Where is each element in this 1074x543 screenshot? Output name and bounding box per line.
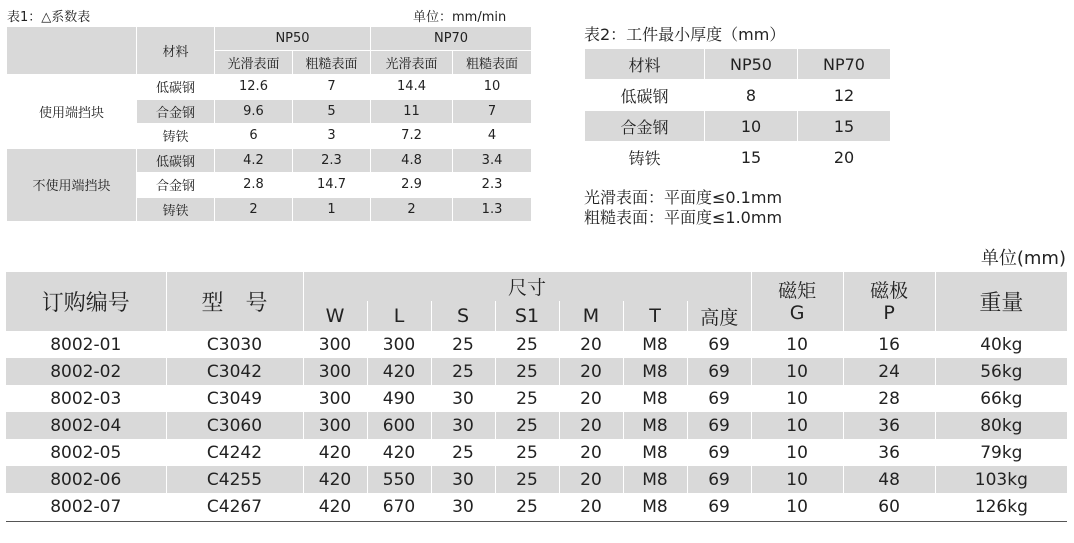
table-row xyxy=(6,493,1067,520)
value-cell: 1 xyxy=(293,197,371,222)
value-cell: 7 xyxy=(453,99,532,124)
material-cell: 合金钢 xyxy=(585,111,705,142)
w-cell: 420 xyxy=(303,466,367,493)
table-row xyxy=(6,466,1067,493)
header-s: S xyxy=(431,301,495,331)
header-size: 尺寸 xyxy=(303,272,751,301)
m-cell: 20 xyxy=(559,331,623,358)
s-cell: 25 xyxy=(431,358,495,385)
torque-cell: 10 xyxy=(751,439,843,466)
l-cell: 670 xyxy=(367,493,431,520)
order-no-cell: 8002-01 xyxy=(6,331,166,358)
height-cell: 69 xyxy=(687,466,751,493)
s1-cell: 25 xyxy=(495,493,559,520)
order-no-cell: 8002-02 xyxy=(6,358,166,385)
header-t: T xyxy=(623,301,687,331)
m-cell: 20 xyxy=(559,466,623,493)
t-cell: M8 xyxy=(623,385,687,412)
l-cell: 420 xyxy=(367,358,431,385)
header-pole-top: 磁极 xyxy=(870,279,909,302)
value-cell: 10 xyxy=(705,111,798,142)
value-cell: 11 xyxy=(371,99,453,124)
s-cell: 30 xyxy=(431,466,495,493)
header-torque xyxy=(751,272,843,331)
t1-header-smooth: 光滑表面 xyxy=(215,51,293,75)
value-cell: 3 xyxy=(293,124,371,149)
value-cell: 20 xyxy=(798,142,891,173)
torque-cell: 10 xyxy=(751,385,843,412)
table-row xyxy=(6,439,1067,466)
l-cell: 550 xyxy=(367,466,431,493)
t-cell: M8 xyxy=(623,358,687,385)
order-no-cell: 8002-03 xyxy=(6,385,166,412)
w-cell: 300 xyxy=(303,412,367,439)
height-cell: 69 xyxy=(687,493,751,520)
header-l: L xyxy=(367,301,431,331)
value-cell: 2.3 xyxy=(453,173,532,198)
min-thickness-table xyxy=(584,48,891,173)
value-cell: 14.7 xyxy=(293,173,371,198)
header-pole-bottom: P xyxy=(883,301,895,324)
model-cell: C4255 xyxy=(166,466,303,493)
value-cell: 6 xyxy=(215,124,293,149)
height-cell: 69 xyxy=(687,331,751,358)
order-no-cell: 8002-07 xyxy=(6,493,166,520)
t1-header-rough: 粗糙表面 xyxy=(453,51,532,75)
pole-cell: 24 xyxy=(843,358,935,385)
height-cell: 69 xyxy=(687,358,751,385)
weight-cell: 40kg xyxy=(935,331,1067,358)
header-model: 型 号 xyxy=(166,272,303,331)
l-cell: 600 xyxy=(367,412,431,439)
t2-header-material: 材料 xyxy=(585,49,705,80)
model-cell: C3049 xyxy=(166,385,303,412)
table-row xyxy=(585,49,891,80)
m-cell: 20 xyxy=(559,493,623,520)
product-rows xyxy=(6,331,1067,520)
material-cell: 低碳钢 xyxy=(585,80,705,111)
s-cell: 30 xyxy=(431,412,495,439)
s1-cell: 25 xyxy=(495,466,559,493)
t-cell: M8 xyxy=(623,412,687,439)
height-cell: 69 xyxy=(687,439,751,466)
value-cell: 2.3 xyxy=(293,148,371,173)
weight-cell: 79kg xyxy=(935,439,1067,466)
coefficient-table xyxy=(6,26,532,222)
t1-header-blank xyxy=(7,27,137,75)
t-cell: M8 xyxy=(623,493,687,520)
pole-cell: 16 xyxy=(843,331,935,358)
value-cell: 15 xyxy=(705,142,798,173)
table-row xyxy=(6,331,1067,358)
s-cell: 30 xyxy=(431,493,495,520)
header-torque-top: 磁矩 xyxy=(778,279,817,302)
weight-cell: 80kg xyxy=(935,412,1067,439)
pole-cell: 48 xyxy=(843,466,935,493)
value-cell: 4.2 xyxy=(215,148,293,173)
smooth-surface-note: 光滑表面：平面度≤0.1mm xyxy=(584,188,783,207)
pole-cell: 36 xyxy=(843,412,935,439)
value-cell: 4.8 xyxy=(371,148,453,173)
weight-cell: 56kg xyxy=(935,358,1067,385)
table-row xyxy=(6,358,1067,385)
w-cell: 420 xyxy=(303,439,367,466)
t2-header-np50: NP50 xyxy=(705,49,798,80)
group-label: 使用端挡块 xyxy=(7,75,137,149)
model-cell: C4242 xyxy=(166,439,303,466)
order-no-cell: 8002-05 xyxy=(6,439,166,466)
torque-cell: 10 xyxy=(751,466,843,493)
value-cell: 2.9 xyxy=(371,173,453,198)
value-cell: 15 xyxy=(798,111,891,142)
value-cell: 7 xyxy=(293,75,371,100)
material-cell: 铸铁 xyxy=(137,124,215,149)
l-cell: 300 xyxy=(367,331,431,358)
group-label: 不使用端挡块 xyxy=(7,148,137,222)
value-cell: 8 xyxy=(705,80,798,111)
t1-header-np70: NP70 xyxy=(371,27,532,51)
value-cell: 4 xyxy=(453,124,532,149)
value-cell: 10 xyxy=(453,75,532,100)
t1-header-smooth: 光滑表面 xyxy=(371,51,453,75)
table-row xyxy=(7,148,532,173)
material-cell: 合金钢 xyxy=(137,99,215,124)
product-spec-table xyxy=(6,272,1067,520)
t-cell: M8 xyxy=(623,331,687,358)
model-cell: C3042 xyxy=(166,358,303,385)
t-cell: M8 xyxy=(623,439,687,466)
value-cell: 2.8 xyxy=(215,173,293,198)
w-cell: 300 xyxy=(303,385,367,412)
weight-cell: 126kg xyxy=(935,493,1067,520)
torque-cell: 10 xyxy=(751,412,843,439)
s1-cell: 25 xyxy=(495,385,559,412)
value-cell: 5 xyxy=(293,99,371,124)
pole-cell: 60 xyxy=(843,493,935,520)
w-cell: 300 xyxy=(303,331,367,358)
value-cell: 14.4 xyxy=(371,75,453,100)
height-cell: 69 xyxy=(687,412,751,439)
value-cell: 7.2 xyxy=(371,124,453,149)
header-order-no: 订购编号 xyxy=(6,272,166,331)
value-cell: 12 xyxy=(798,80,891,111)
s1-cell: 25 xyxy=(495,358,559,385)
t1-header-np50: NP50 xyxy=(215,27,371,51)
table1-caption: 表1：△系数表 xyxy=(7,10,91,25)
m-cell: 20 xyxy=(559,412,623,439)
model-cell: C3060 xyxy=(166,412,303,439)
w-cell: 420 xyxy=(303,493,367,520)
header-torque-bottom: G xyxy=(789,301,805,324)
torque-cell: 10 xyxy=(751,331,843,358)
table-row xyxy=(585,142,891,173)
m-cell: 20 xyxy=(559,385,623,412)
l-cell: 490 xyxy=(367,385,431,412)
header-s1: S1 xyxy=(495,301,559,331)
weight-cell: 103kg xyxy=(935,466,1067,493)
m-cell: 20 xyxy=(559,358,623,385)
torque-cell: 10 xyxy=(751,493,843,520)
table-row xyxy=(7,75,532,100)
s-cell: 30 xyxy=(431,385,495,412)
rough-surface-note: 粗糙表面：平面度≤1.0mm xyxy=(584,208,783,227)
order-no-cell: 8002-06 xyxy=(6,466,166,493)
s-cell: 25 xyxy=(431,331,495,358)
model-cell: C4267 xyxy=(166,493,303,520)
table-row xyxy=(585,111,891,142)
m-cell: 20 xyxy=(559,439,623,466)
model-cell: C3030 xyxy=(166,331,303,358)
value-cell: 2 xyxy=(215,197,293,222)
value-cell: 3.4 xyxy=(453,148,532,173)
table-row xyxy=(585,80,891,111)
table2-notes xyxy=(584,188,782,228)
t1-header-rough: 粗糙表面 xyxy=(293,51,371,75)
table-row xyxy=(6,385,1067,412)
s1-cell: 25 xyxy=(495,331,559,358)
s-cell: 25 xyxy=(431,439,495,466)
s1-cell: 25 xyxy=(495,412,559,439)
l-cell: 420 xyxy=(367,439,431,466)
header-m: M xyxy=(559,301,623,331)
pole-cell: 28 xyxy=(843,385,935,412)
table3-unit: 单位(mm) xyxy=(980,248,1066,269)
material-cell: 低碳钢 xyxy=(137,75,215,100)
torque-cell: 10 xyxy=(751,358,843,385)
bottom-divider xyxy=(6,521,1067,522)
material-cell: 铸铁 xyxy=(585,142,705,173)
value-cell: 1.3 xyxy=(453,197,532,222)
order-no-cell: 8002-04 xyxy=(6,412,166,439)
material-cell: 铸铁 xyxy=(137,197,215,222)
material-cell: 合金钢 xyxy=(137,173,215,198)
material-cell: 低碳钢 xyxy=(137,148,215,173)
height-cell: 69 xyxy=(687,385,751,412)
pole-cell: 36 xyxy=(843,439,935,466)
table-row xyxy=(6,412,1067,439)
table1-unit: 单位：mm/min xyxy=(413,10,507,25)
value-cell: 12.6 xyxy=(215,75,293,100)
t2-header-np70: NP70 xyxy=(798,49,891,80)
header-weight: 重量 xyxy=(935,272,1067,331)
value-cell: 9.6 xyxy=(215,99,293,124)
table2-caption: 表2：工件最小厚度（mm） xyxy=(584,25,786,44)
s1-cell: 25 xyxy=(495,439,559,466)
t-cell: M8 xyxy=(623,466,687,493)
header-height: 高度 xyxy=(687,301,751,331)
header-w: W xyxy=(303,301,367,331)
value-cell: 2 xyxy=(371,197,453,222)
w-cell: 300 xyxy=(303,358,367,385)
weight-cell: 66kg xyxy=(935,385,1067,412)
header-pole xyxy=(843,272,935,331)
t1-header-material: 材料 xyxy=(137,27,215,75)
